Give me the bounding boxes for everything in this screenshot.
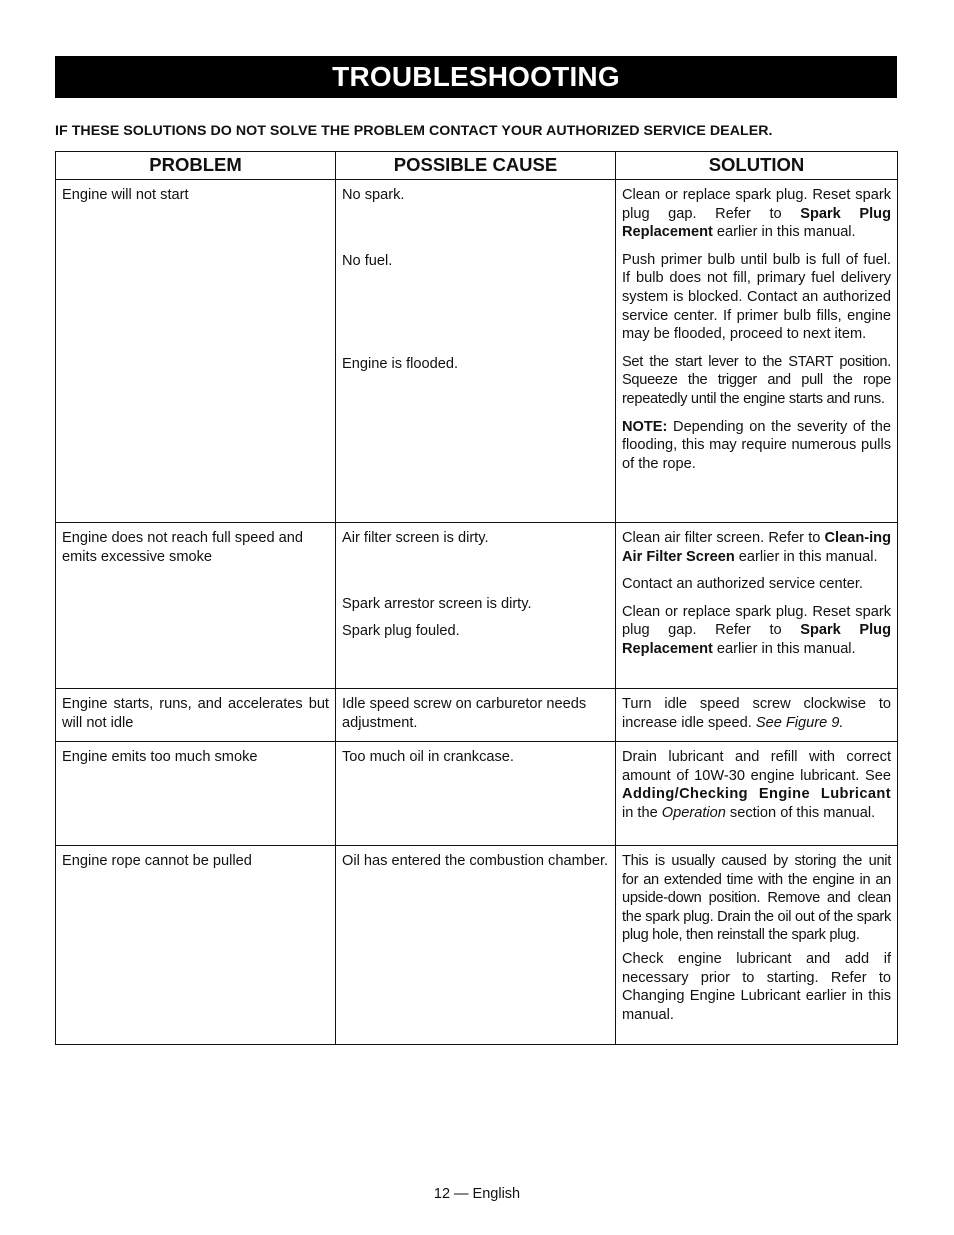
solution-cell: [616, 846, 898, 1045]
cause-text: No fuel.: [342, 252, 393, 269]
problem-text: Engine will not start: [62, 187, 189, 203]
table-row: [56, 742, 898, 846]
problem-cell: [56, 742, 336, 846]
problem-cell: [56, 523, 336, 689]
page-number: 12 — English: [433, 1186, 521, 1202]
solution-text: Push primer bulb until bulb is full of fuel. If bulb does not fill, primary fuel delivery system is blocked. Contact an authorized service center. If primer bulb fills, engine may be flooded, proceed to next item.: [622, 251, 891, 343]
problem-text: Engine does not reach full speed and emits excessive smoke: [62, 530, 303, 565]
cause-text: No spark.: [342, 187, 405, 203]
problem-cell: [56, 689, 336, 742]
cause-text: Idle speed screw on carburetor needs adjustment.: [342, 696, 587, 731]
page-title: TROUBLESHOOTING: [55, 56, 897, 98]
solution-cell: [616, 180, 898, 523]
solution-cell: [616, 689, 898, 742]
cause-cell: [336, 742, 616, 846]
problem-cell: [56, 846, 336, 1045]
table-row: [56, 846, 898, 1045]
solution-text: Clean or replace spark plug. Reset spark plug gap. Refer to Spark Plug Replacement earlier in this manual.: [622, 603, 892, 657]
solution-text: Set the start lever to the START position. Squeeze the trigger and pull the rope repeatedly until the engine starts and runs.: [622, 353, 891, 407]
solution-text: NOTE: Depending on the severity of the flooding, this may require numerous pulls of the rope.: [622, 418, 891, 472]
cause-cell: [336, 689, 616, 742]
header-possible-cause: POSSIBLE CAUSE: [336, 152, 616, 180]
cause-cell: [336, 180, 616, 523]
cause-text: Spark arrestor screen is dirty.: [342, 595, 532, 612]
cause-text: Too much oil in crankcase.: [342, 749, 514, 765]
solution-text: Contact an authorized service center.: [622, 576, 863, 593]
solution-cell: [616, 523, 898, 689]
problem-text: Engine starts, runs, and accelerates but will not idle: [62, 696, 329, 731]
table-row: [56, 523, 898, 689]
solution-text: Drain lubricant and refill with correct amount of 10W-30 engine lubricant. See Adding/Checking Engine Lubricant in the Operation section of this manual.: [622, 749, 891, 821]
problem-cell: [56, 180, 336, 523]
table-row: [56, 180, 898, 523]
solution-text: This is usually caused by storing the unit for an extended time with the engine in an upside-down position. Remove and clean the spark plug. Drain the oil out of the spark plug hole, then reinstall the spark plug.: [622, 853, 891, 944]
solution-text: Clean air filter screen. Refer to Clean-ing Air Filter Screen earlier in this manual.: [622, 530, 891, 565]
solution-text: Turn idle speed screw clockwise to increase idle speed. See Figure 9.: [622, 696, 891, 731]
problem-text: Engine emits too much smoke: [62, 749, 258, 765]
cause-cell: [336, 523, 616, 689]
header-solution: SOLUTION: [616, 152, 898, 180]
troubleshooting-table: [55, 151, 898, 1045]
solution-text: Clean or replace spark plug. Reset spark plug gap. Refer to Spark Plug Replacement earlier in this manual.: [622, 187, 892, 241]
cause-text: Engine is flooded.: [342, 356, 459, 373]
table-header-row: [56, 152, 898, 180]
cause-cell: [336, 846, 616, 1045]
table-row: [56, 689, 898, 742]
service-notice: IF THESE SOLUTIONS DO NOT SOLVE THE PROBLEM CONTACT YOUR AUTHORIZED SERVICE DEALER.: [55, 123, 773, 139]
solution-text: Check engine lubricant and add if necessary prior to starting. Refer to Changing Engine Lubricant earlier in this manual.: [622, 950, 891, 1023]
cause-text: Oil has entered the combustion chamber.: [342, 853, 609, 869]
cause-text: Air filter screen is dirty.: [342, 530, 489, 546]
header-problem: PROBLEM: [56, 152, 336, 180]
problem-text: Engine rope cannot be pulled: [62, 853, 252, 869]
solution-cell: [616, 742, 898, 846]
cause-text: Spark plug fouled.: [342, 623, 460, 640]
